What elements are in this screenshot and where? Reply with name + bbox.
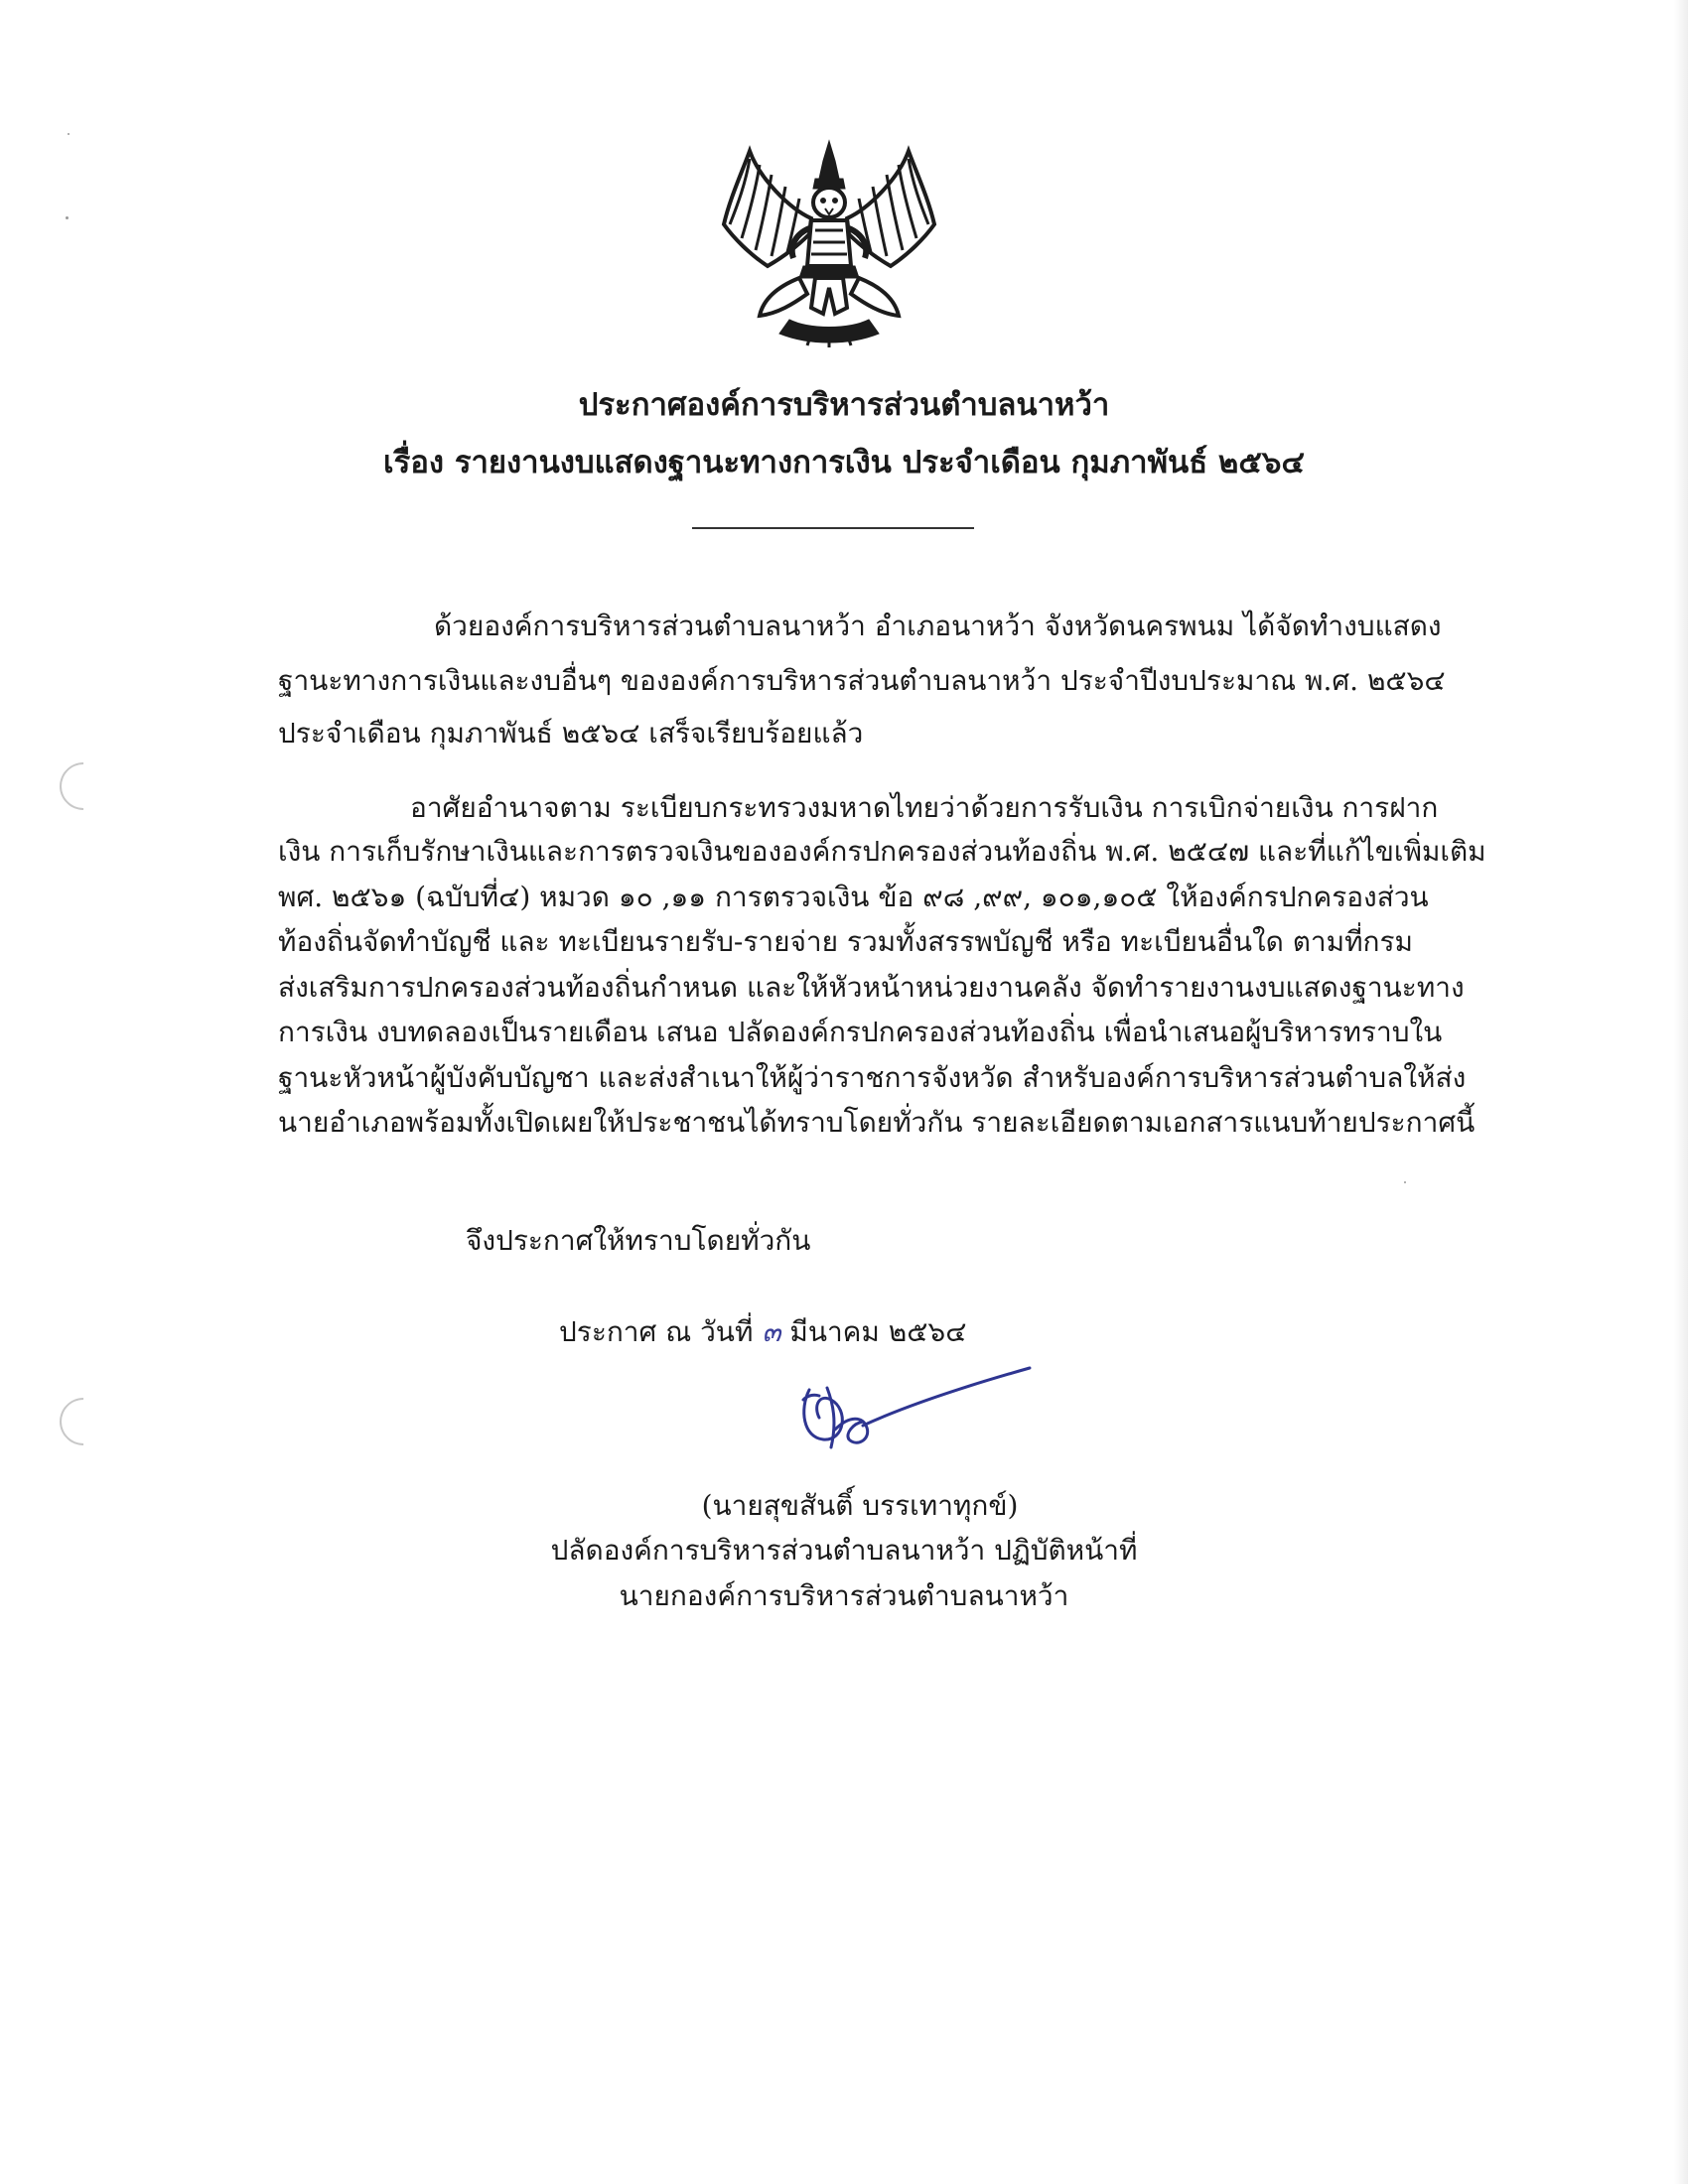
signatory-name: (นายสุขสันติ์ บรรเทาทุกข์) (701, 1489, 1019, 1522)
signatory-position: ปลัดองค์การบริหารส่วนตำบลนาหว้า ปฏิบัติหน้าที่ (550, 1534, 1138, 1567)
paragraph-1-line: ด้วยองค์การบริหารส่วนตำบลนาหว้า อำเภอนาหว้า จังหวัดนครพนม ได้จัดทำงบแสดง (434, 610, 1442, 642)
paragraph-2-line: นายอำเภอพร้อมทั้งเปิดเผยให้ประชาชนได้ทราบโดยทั่วกัน รายละเอียดตามเอกสารแนบท้ายประกาศนี้ (278, 1106, 1476, 1139)
paragraph-2-line: ฐานะหัวหน้าผู้บังคับบัญชา และส่งสำเนาให้ผู้ว่าราชการจังหวัด สำหรับองค์การบริหารส่วนตำบลให้ส่ง (278, 1061, 1467, 1094)
paragraph-1-line: ประจำเดือน กุมภาพันธ์ ๒๕๖๔ เสร็จเรียบร้อยแล้ว (278, 717, 864, 750)
date-suffix: มีนาคม ๒๕๖๔ (789, 1315, 967, 1348)
signatory-acting-position: นายกองค์การบริหารส่วนตำบลนาหว้า (619, 1579, 1069, 1612)
handwritten-signature (779, 1360, 1038, 1479)
closing-statement: จึงประกาศให้ทราบโดยทั่วกัน (466, 1224, 811, 1257)
paragraph-2-line: อาศัยอำนาจตาม ระเบียบกระทรวงมหาดไทยว่าด้วยการรับเงิน การเบิกจ่ายเงิน การฝาก (410, 791, 1439, 824)
punch-hole-mark (50, 752, 117, 820)
paragraph-2-line: การเงิน งบทดลองเป็นรายเดือน เสนอ ปลัดองค์กรปกครองส่วนท้องถิ่น เพื่อนำเสนอผู้บริหารทราบใน (278, 1016, 1443, 1048)
punch-hole-mark (50, 1388, 117, 1455)
scan-edge-shadow (1674, 0, 1688, 2184)
announcement-title: ประกาศองค์การบริหารส่วนตำบลนาหว้า (578, 387, 1110, 423)
date-day-handwritten: ๓ (762, 1315, 781, 1348)
announcement-subject: เรื่อง รายงานงบแสดงฐานะทางการเงิน ประจำเดือน กุมภาพันธ์ ๒๕๖๔ (383, 445, 1305, 480)
date-prefix: ประกาศ ณ วันที่ (559, 1315, 754, 1348)
announcement-date (559, 1312, 966, 1352)
paragraph-2-line: ท้องถิ่นจัดทำบัญชี และ ทะเบียนรายรับ-รายจ่าย รวมทั้งสรรพบัญชี หรือ ทะเบียนอื่นใด ตามที่กรม (278, 925, 1414, 958)
scan-speck (66, 216, 69, 219)
paragraph-1-line: ฐานะทางการเงินและงบอื่นๆ ขององค์การบริหารส่วนตำบลนาหว้า ประจำปีงบประมาณ พ.ศ. ๒๕๖๔ (278, 664, 1446, 697)
paragraph-2-line: เงิน การเก็บรักษาเงินและการตรวจเงินขององค์กรปกครองส่วนท้องถิ่น พ.ศ. ๒๕๔๗ และที่แก้ไขเพิ่มเติม (278, 835, 1486, 868)
scan-speck (1404, 1181, 1406, 1183)
scan-speck (68, 133, 70, 135)
paragraph-2-line: พศ. ๒๕๖๑ (ฉบับที่๔) หมวด ๑๐ ,๑๑ การตรวจเงิน ข้อ ๙๘ ,๙๙, ๑๐๑,๑๐๕ ให้องค์กรปกครองส่วน (278, 881, 1429, 913)
garuda-emblem-icon (720, 139, 938, 347)
title-divider (692, 527, 974, 529)
paragraph-2-line: ส่งเสริมการปกครองส่วนท้องถิ่นกำหนด และให้หัวหน้าหน่วยงานคลัง จัดทำรายงานงบแสดงฐานะทาง (278, 971, 1465, 1004)
